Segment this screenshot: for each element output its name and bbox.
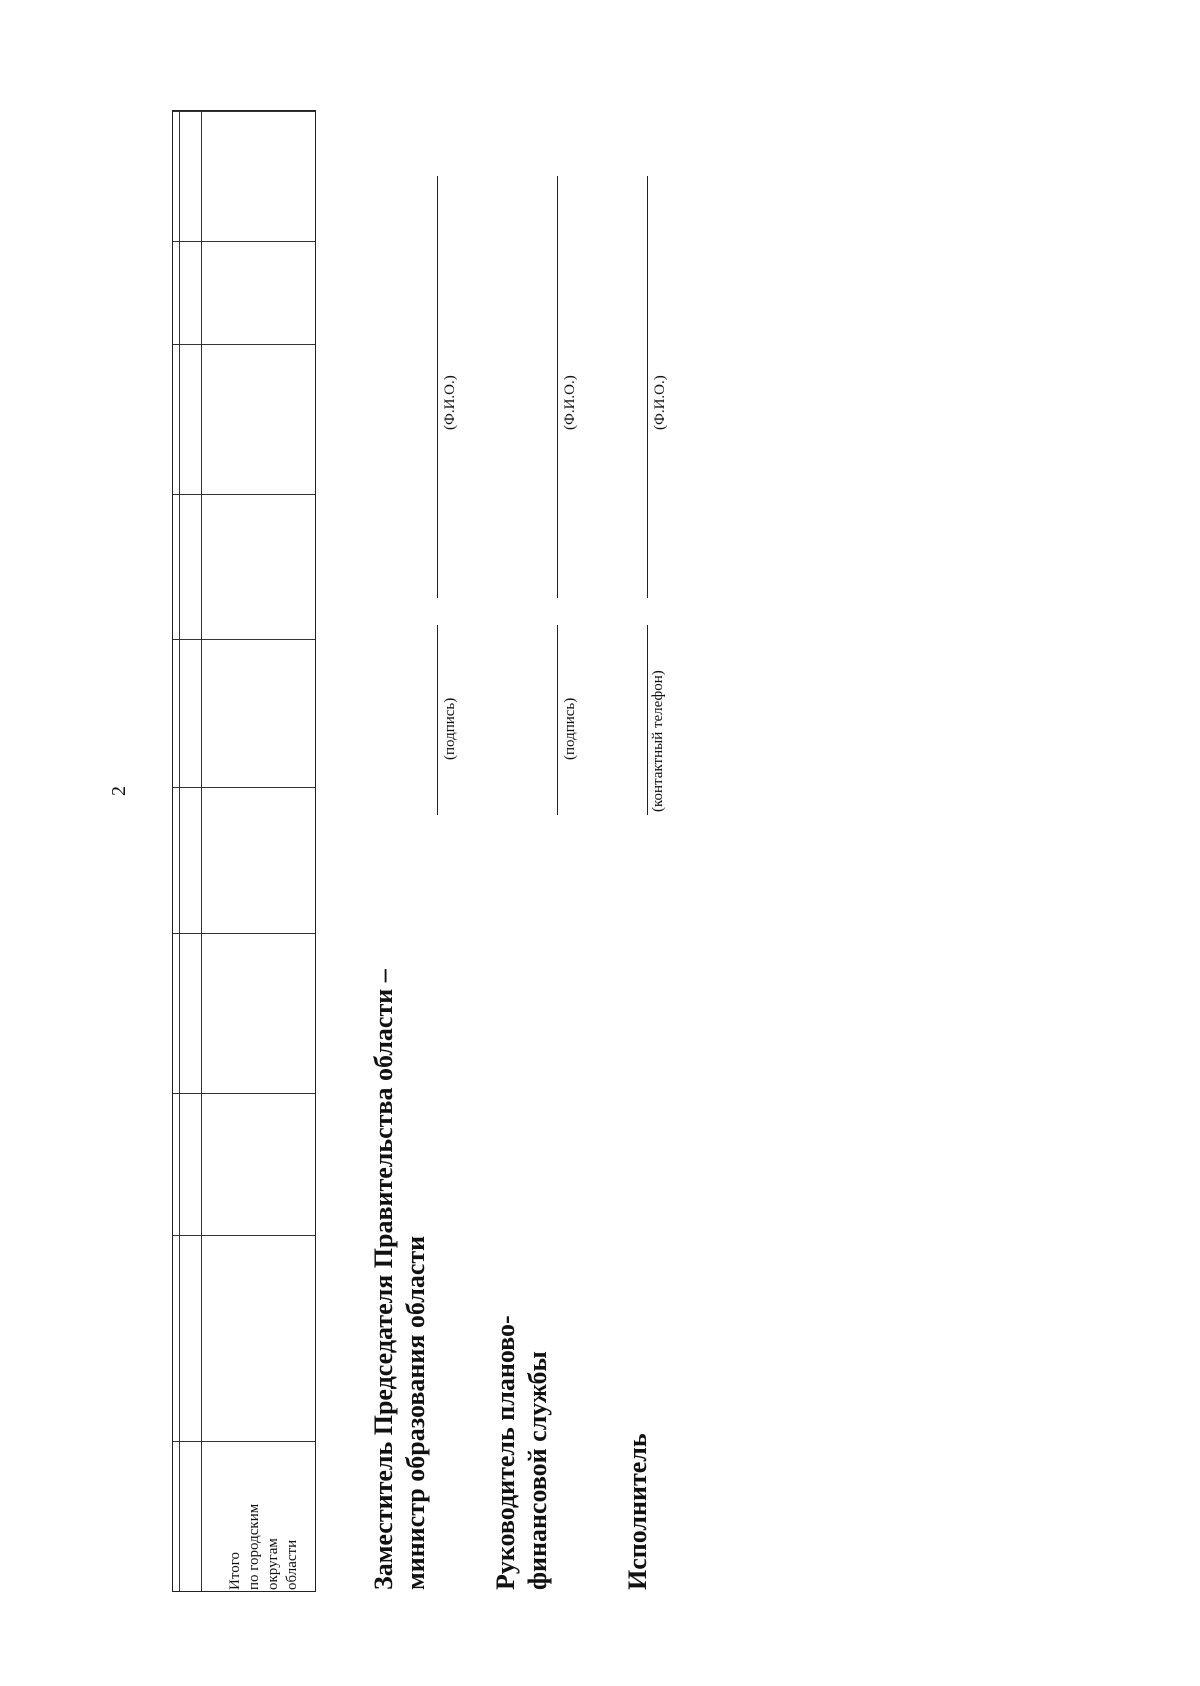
- table-rule: [173, 1093, 315, 1094]
- table-rule: [173, 787, 315, 788]
- phone-caption: (контактный телефон): [650, 670, 666, 812]
- name-line: [557, 176, 558, 598]
- signature-line: [437, 625, 438, 815]
- signature-line: [557, 625, 558, 815]
- table-rule: [173, 241, 315, 242]
- signature-caption: (подпись): [442, 697, 458, 760]
- name-line: [437, 176, 438, 598]
- table-rule: [173, 1235, 315, 1236]
- name-caption: (Ф.И.О.): [442, 375, 458, 430]
- signature-caption: (подпись): [562, 697, 578, 760]
- summary-table: [172, 110, 316, 1592]
- table-rule: [173, 933, 315, 934]
- table-rule: [173, 1441, 315, 1442]
- table-rule: [173, 344, 315, 345]
- table-rule: [179, 111, 180, 1591]
- signature-line: [647, 625, 648, 815]
- total-row-label: Итого по городским округам области: [227, 1503, 300, 1590]
- table-rule: [173, 494, 315, 495]
- table-rule: [173, 639, 315, 640]
- name-line: [647, 176, 648, 598]
- signature-title-finance-head: Руководитель планово- финансовой службы: [491, 1315, 552, 1590]
- table-rule: [201, 111, 202, 1591]
- page-number: 2: [108, 786, 130, 796]
- name-caption: (Ф.И.О.): [652, 375, 668, 430]
- signature-title-deputy-chairman: Заместитель Председателя Правительства области – министр образования области: [369, 969, 430, 1590]
- signature-title-executor: Исполнитель: [623, 1433, 652, 1590]
- name-caption: (Ф.И.О.): [562, 375, 578, 430]
- table-rule: [173, 111, 315, 112]
